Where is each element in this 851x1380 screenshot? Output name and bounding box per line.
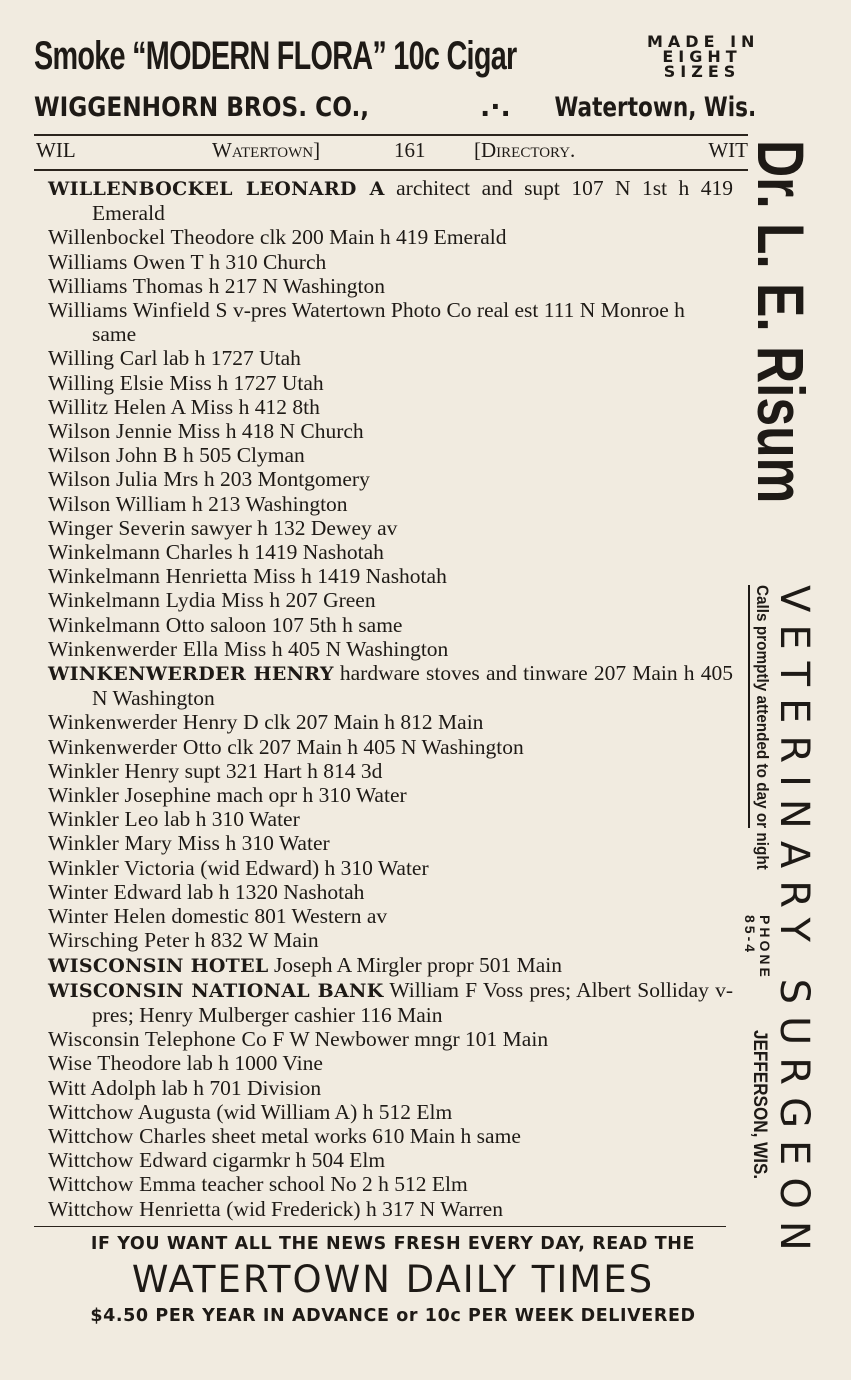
- firm-name: WIGGENHORN BROS. CO.,: [34, 92, 370, 123]
- entry-details: architect and supt 107 N 1st h 419 Emerald: [92, 176, 733, 226]
- directory-entry: [48, 904, 733, 928]
- entry-name: Winkler Henry: [48, 758, 180, 783]
- entry-details: supt 321 Hart h 814 3d: [179, 758, 383, 783]
- entry-name: Winkelmann Charles: [48, 540, 233, 565]
- entry-details: clk 207 Main h 812 Main: [258, 710, 484, 735]
- entry-name: Winkenwerder Henry D: [48, 710, 259, 735]
- entry-name: Wise Theodore: [48, 1051, 182, 1076]
- directory-entry: [48, 1100, 733, 1124]
- entry-details: Joseph A Mirgler propr 501 Main: [268, 952, 562, 977]
- page-number: 161: [394, 138, 426, 162]
- entry-name: Winkler Mary Miss: [48, 831, 221, 856]
- entry-details: v-pres Watertown Photo Co real est 111 N Monroe h same: [92, 298, 685, 347]
- entry-details: clk 207 Main h 405 N Washington: [221, 734, 524, 759]
- entry-details: h 412 8th: [233, 394, 320, 419]
- header-left-guide: WIL: [36, 138, 76, 162]
- entry-name: Winkler Victoria: [48, 855, 195, 880]
- entry-details: h 505 Clyman: [177, 443, 305, 468]
- cigar-maker-line: [34, 92, 756, 123]
- entry-details: domestic 801 Western av: [165, 904, 388, 929]
- directory-entry: [48, 807, 733, 831]
- entry-details: h 203 Montgomery: [198, 467, 370, 492]
- directory-entry: [48, 613, 733, 637]
- directory-entry: [48, 176, 733, 225]
- veterinarian-name: Dr. L. E. Risum: [744, 140, 818, 504]
- entry-details: h 207 Green: [263, 588, 376, 613]
- phone-label: PHONE: [757, 915, 773, 980]
- entry-name: Wittchow Edward: [48, 1148, 208, 1173]
- directory-entry: [48, 928, 733, 952]
- entry-name: WINKENWERDER HENRY: [48, 663, 334, 686]
- cigar-advertisement: [34, 28, 759, 130]
- entry-details: hardware stoves and tinware 207 Main h 405 N Washington: [92, 661, 733, 711]
- entry-name: Wisconsin Telephone Co: [48, 1027, 267, 1052]
- entry-name: Wittchow Emma: [48, 1172, 197, 1197]
- directory-entry: [48, 371, 733, 395]
- entry-details: saloon 107 5th h same: [204, 612, 403, 637]
- entry-name: Winger Severin: [48, 515, 186, 540]
- entry-name: WILLENBOCKEL LEONARD A: [48, 178, 385, 200]
- entry-name: Wittchow Augusta: [48, 1099, 211, 1124]
- entry-name: Wilson William: [48, 491, 187, 516]
- directory-entry: [48, 661, 733, 710]
- directory-entry: [48, 1124, 733, 1148]
- entry-details: h 217 N Washington: [203, 273, 386, 298]
- running-header: [36, 138, 748, 166]
- phone-block: [742, 915, 772, 995]
- entry-name: Willing Carl: [48, 346, 158, 371]
- entry-name: Wittchow Charles: [48, 1123, 207, 1148]
- top-divider: [34, 134, 748, 136]
- entry-name: WISCONSIN NATIONAL BANK: [48, 979, 384, 1002]
- entry-details: cigarmkr h 504 Elm: [207, 1148, 386, 1173]
- directory-entry: [48, 443, 733, 467]
- entry-details: h 1727 Utah: [212, 370, 324, 395]
- entry-name: Winkler Josephine: [48, 783, 212, 808]
- entry-details: h 832 W Main: [189, 928, 319, 953]
- directory-entry: [48, 395, 733, 419]
- directory-entry: [48, 710, 733, 734]
- entry-details: mach opr h 310 Water: [211, 783, 407, 808]
- entry-name: Williams Winfield S: [48, 298, 228, 323]
- entry-name: Williams Owen T: [48, 249, 204, 274]
- entry-name: Willing Elsie Miss: [48, 370, 212, 395]
- directory-entry: [48, 1051, 733, 1075]
- entry-details: lab h 701 Division: [156, 1075, 322, 1100]
- entry-details: h 310 Water: [220, 831, 330, 856]
- eight-line: EIGHT: [662, 47, 742, 66]
- entry-name: Winkelmann Lydia Miss: [48, 588, 264, 613]
- newspaper-price: $4.50 PER YEAR IN ADVANCE or 10c PER WEEK DELIVERED: [90, 1306, 696, 1326]
- directory-entry: [48, 540, 733, 564]
- made-in-sizes-note: [647, 32, 760, 81]
- entry-details: lab h 310 Water: [158, 807, 300, 832]
- entry-details: (wid William A) h 512 Elm: [210, 1099, 453, 1124]
- directory-entry: [48, 1148, 733, 1172]
- header-divider: [34, 169, 748, 171]
- directory-entry: [48, 516, 733, 540]
- phone-number: 85-4: [742, 915, 758, 956]
- newspaper-name: WATERTOWN DAILY TIMES: [131, 1258, 655, 1301]
- entry-name: Winkelmann Henrietta Miss: [48, 564, 296, 589]
- entry-details: lab h 1727 Utah: [157, 346, 301, 371]
- entry-details: sawyer h 132 Dewey av: [185, 515, 398, 540]
- entry-details: h 1419 Nashotah: [295, 564, 447, 589]
- ornament-dots: .·.: [480, 92, 511, 123]
- directory-entry: [48, 274, 733, 298]
- firm-city: Watertown, Wis.: [554, 92, 756, 123]
- veterinary-advertisement: [698, 140, 818, 1263]
- directory-entry: [48, 978, 733, 1027]
- directory-entry: [48, 467, 733, 491]
- directory-entry: [48, 588, 733, 612]
- entry-details: h 310 Church: [203, 249, 327, 274]
- entry-details: h 418 N Church: [220, 419, 364, 444]
- directory-entry: [48, 1027, 733, 1051]
- directory-entry: [48, 880, 733, 904]
- entry-details: (wid Frederick) h 317 N Warren: [220, 1196, 503, 1221]
- directory-entry: [48, 564, 733, 588]
- entry-details: lab h 1000 Vine: [181, 1051, 323, 1076]
- made-in-line: MADE IN: [647, 32, 760, 51]
- entry-name: Winkenwerder Otto: [48, 734, 222, 759]
- directory-entry: [48, 735, 733, 759]
- directory-entry: [48, 298, 733, 346]
- directory-entry: [48, 783, 733, 807]
- entry-details: William F Voss pres; Albert Solliday v-pres; Henry Mulberger cashier 116 Main: [92, 977, 734, 1027]
- directory-entry: [48, 1172, 733, 1196]
- directory-entry: [48, 419, 733, 443]
- entry-name: Winkenwerder Ella Miss: [48, 636, 267, 661]
- directory-entry: [48, 759, 733, 783]
- entry-name: Witt Adolph: [48, 1075, 157, 1100]
- entry-name: Winkler Leo: [48, 807, 159, 832]
- entry-details: h 1419 Nashotah: [232, 540, 384, 565]
- entry-name: WISCONSIN HOTEL: [48, 954, 269, 977]
- directory-entry: [48, 953, 733, 978]
- entry-name: Wilson Julia Mrs: [48, 467, 199, 492]
- entry-details: sheet metal works 610 Main h same: [206, 1123, 521, 1148]
- directory-entry: [48, 492, 733, 516]
- entry-details: F W Newbower mngr 101 Main: [267, 1027, 549, 1052]
- entry-name: Willitz Helen A Miss: [48, 394, 234, 419]
- directory-entry: [48, 225, 733, 249]
- entry-details: clk 200 Main h 419 Emerald: [254, 225, 507, 250]
- newspaper-tagline: IF YOU WANT ALL THE NEWS FRESH EVERY DAY, READ THE: [90, 1234, 696, 1254]
- header-section: [Directory.: [474, 138, 576, 162]
- entry-name: Wilson Jennie Miss: [48, 419, 221, 444]
- entry-name: Winter Helen: [48, 904, 166, 929]
- bottom-divider: [34, 1226, 726, 1227]
- sizes-line: SIZES: [663, 62, 741, 81]
- entry-name: Wirsching Peter: [48, 928, 190, 953]
- header-city: Watertown]: [212, 138, 321, 162]
- entry-name: Winkelmann Otto: [48, 612, 205, 637]
- calls-note: Calls promptly attended to day or night: [748, 585, 772, 828]
- entry-name: Winter Edward: [48, 879, 182, 904]
- entry-details: teacher school No 2 h 512 Elm: [196, 1172, 468, 1197]
- entry-name: Wittchow Henrietta: [48, 1196, 221, 1221]
- header-right-guide: WIT: [708, 138, 748, 162]
- entry-details: (wid Edward) h 310 Water: [194, 855, 429, 880]
- directory-entry: [48, 1076, 733, 1100]
- veterinarian-location: JEFFERSON, WIS.: [749, 1030, 770, 1180]
- newspaper-advertisement: [34, 1234, 752, 1326]
- directory-listing: [48, 176, 733, 1221]
- entry-details: h 405 N Washington: [266, 636, 449, 661]
- entry-name: Williams Thomas: [48, 273, 204, 298]
- directory-entry: [48, 856, 733, 880]
- entry-details: lab h 1320 Nashotah: [181, 879, 365, 904]
- directory-entry: [48, 831, 733, 855]
- directory-entry: [48, 250, 733, 274]
- cigar-slogan: Smoke “MODERN FLORA” 10c Cigar: [34, 34, 517, 78]
- veterinary-title: VETERINARY SURGEON: [771, 585, 817, 1263]
- directory-entry: [48, 637, 733, 661]
- entry-name: Willenbockel Theodore: [48, 225, 255, 250]
- entry-name: Wilson John B: [48, 443, 178, 468]
- entry-details: h 213 Washington: [186, 491, 348, 516]
- directory-entry: [48, 346, 733, 370]
- directory-entry: [48, 1197, 733, 1221]
